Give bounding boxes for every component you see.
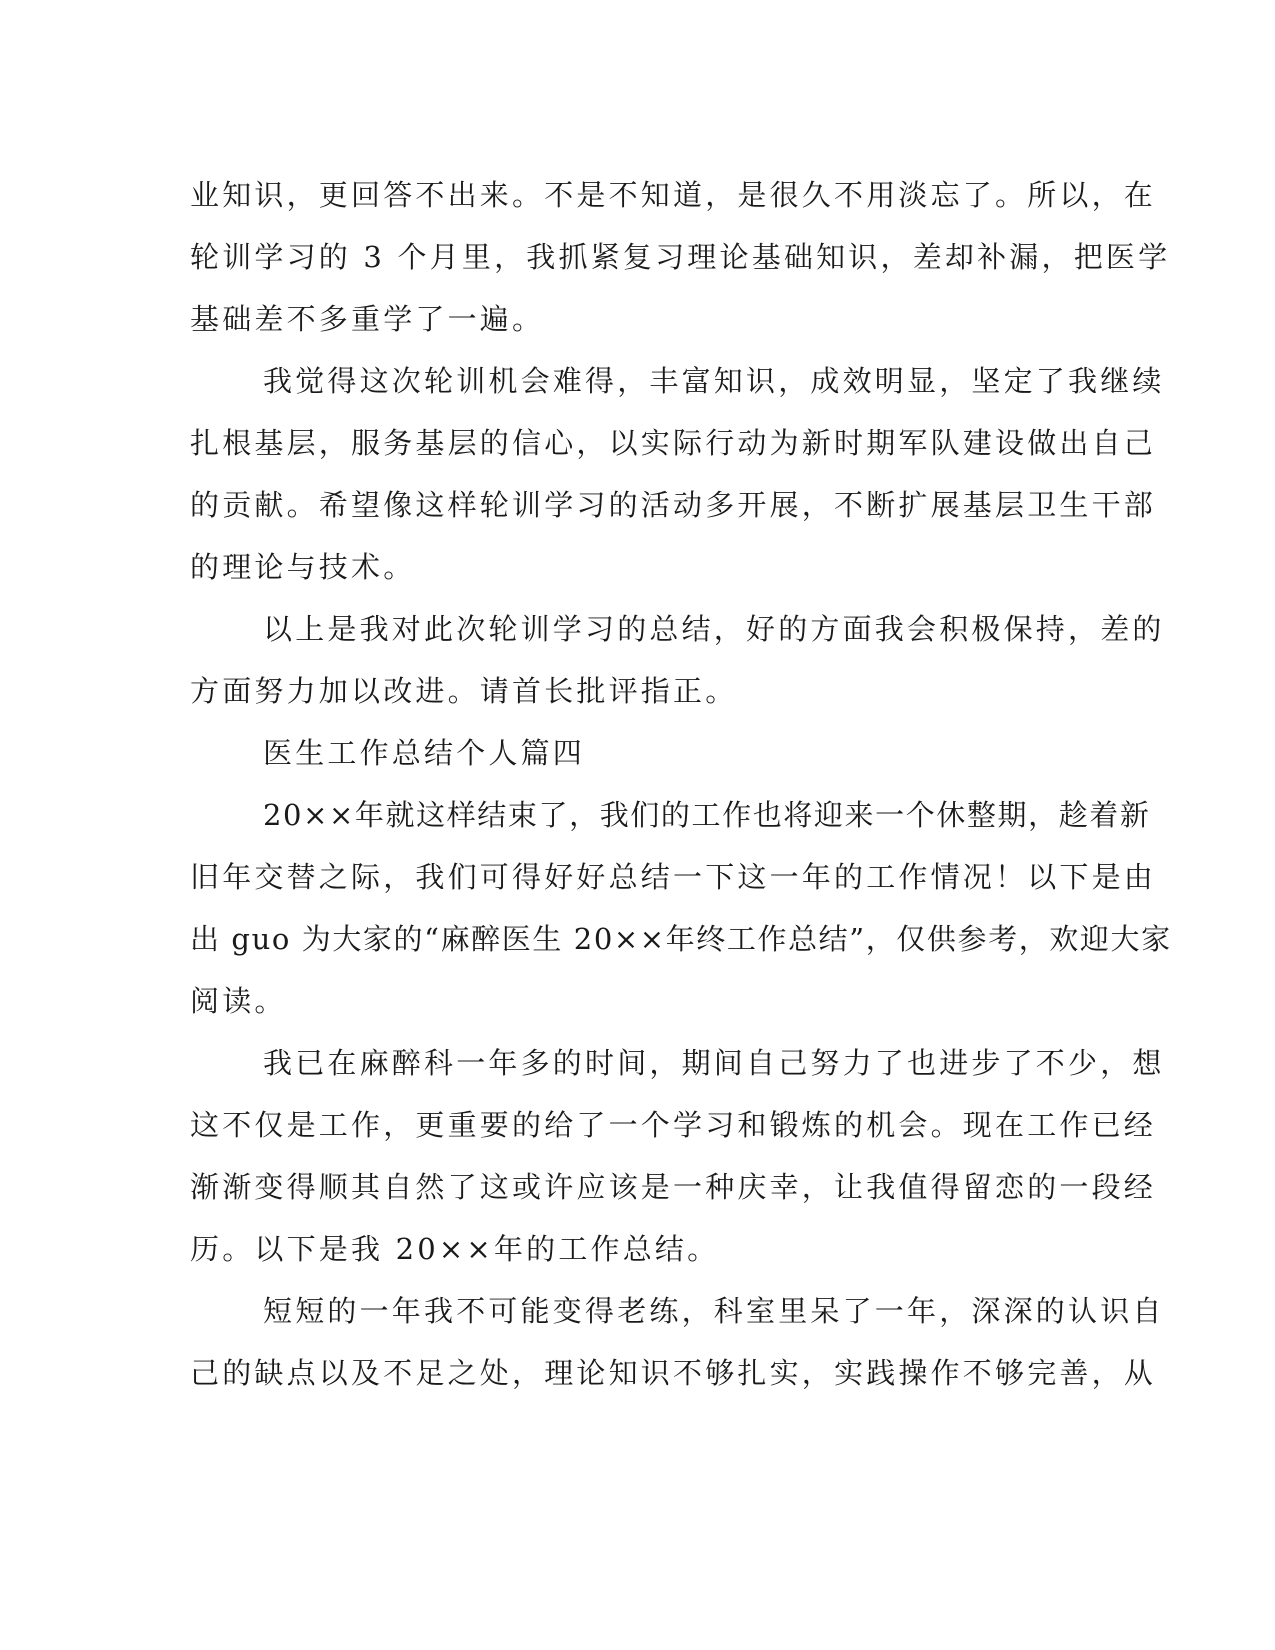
paragraph-1 (190, 164, 1171, 350)
text-line: 方面努力加以改进。请首长批评指正。 (190, 674, 738, 708)
paragraph-6 (190, 1280, 1165, 1404)
paragraph-4 (190, 784, 1172, 1032)
paragraph-3 (190, 598, 1165, 722)
document-body (190, 164, 1172, 1404)
text-line: 业知识，更回答不出来。不是不知道，是很久不用淡忘了。所以，在 (190, 178, 1157, 212)
paragraph-2 (190, 350, 1165, 598)
text-line: 历。以下是我 20××年的工作总结。 (190, 1232, 720, 1266)
section-heading (190, 722, 1075, 784)
text-line: 这不仅是工作，更重要的给了一个学习和锻炼的机会。现在工作已经 (190, 1108, 1157, 1142)
text-line: 20××年就这样结束了，我们的工作也将迎来一个休整期，趁着新 (263, 798, 1151, 832)
text-line: 阅读。 (190, 984, 287, 1018)
text-line: 我已在麻醉科一年多的时间，期间自己努力了也进步了不少，想 (263, 1046, 1165, 1080)
paragraph-5 (190, 1032, 1165, 1280)
text-line: 以上是我对此次轮训学习的总结，好的方面我会积极保持，差的 (263, 612, 1165, 646)
text-line: 扎根基层，服务基层的信心，以实际行动为新时期军队建设做出自己 (190, 426, 1157, 460)
text-line: 的贡献。希望像这样轮训学习的活动多开展，不断扩展基层卫生干部 (190, 488, 1157, 522)
text-line: 出 guo 为大家的“麻醉医生 20××年终工作总结”，仅供参考，欢迎大家 (190, 922, 1172, 956)
text-line: 轮训学习的 3 个月里，我抓紧复习理论基础知识，差却补漏，把医学 (190, 240, 1171, 274)
text-line: 基础差不多重学了一遍。 (190, 302, 545, 336)
text-line: 渐渐变得顺其自然了这或许应该是一种庆幸，让我值得留恋的一段经 (190, 1170, 1157, 1204)
text-line: 的理论与技术。 (190, 550, 416, 584)
text-line: 旧年交替之际，我们可得好好总结一下这一年的工作情况！以下是由 (190, 860, 1157, 894)
text-line: 短短的一年我不可能变得老练，科室里呆了一年，深深的认识自 (263, 1294, 1165, 1328)
text-line: 我觉得这次轮训机会难得，丰富知识，成效明显，坚定了我继续 (263, 364, 1165, 398)
heading-text: 医生工作总结个人篇四 (263, 736, 586, 770)
text-line: 己的缺点以及不足之处，理论知识不够扎实，实践操作不够完善，从 (190, 1356, 1157, 1390)
